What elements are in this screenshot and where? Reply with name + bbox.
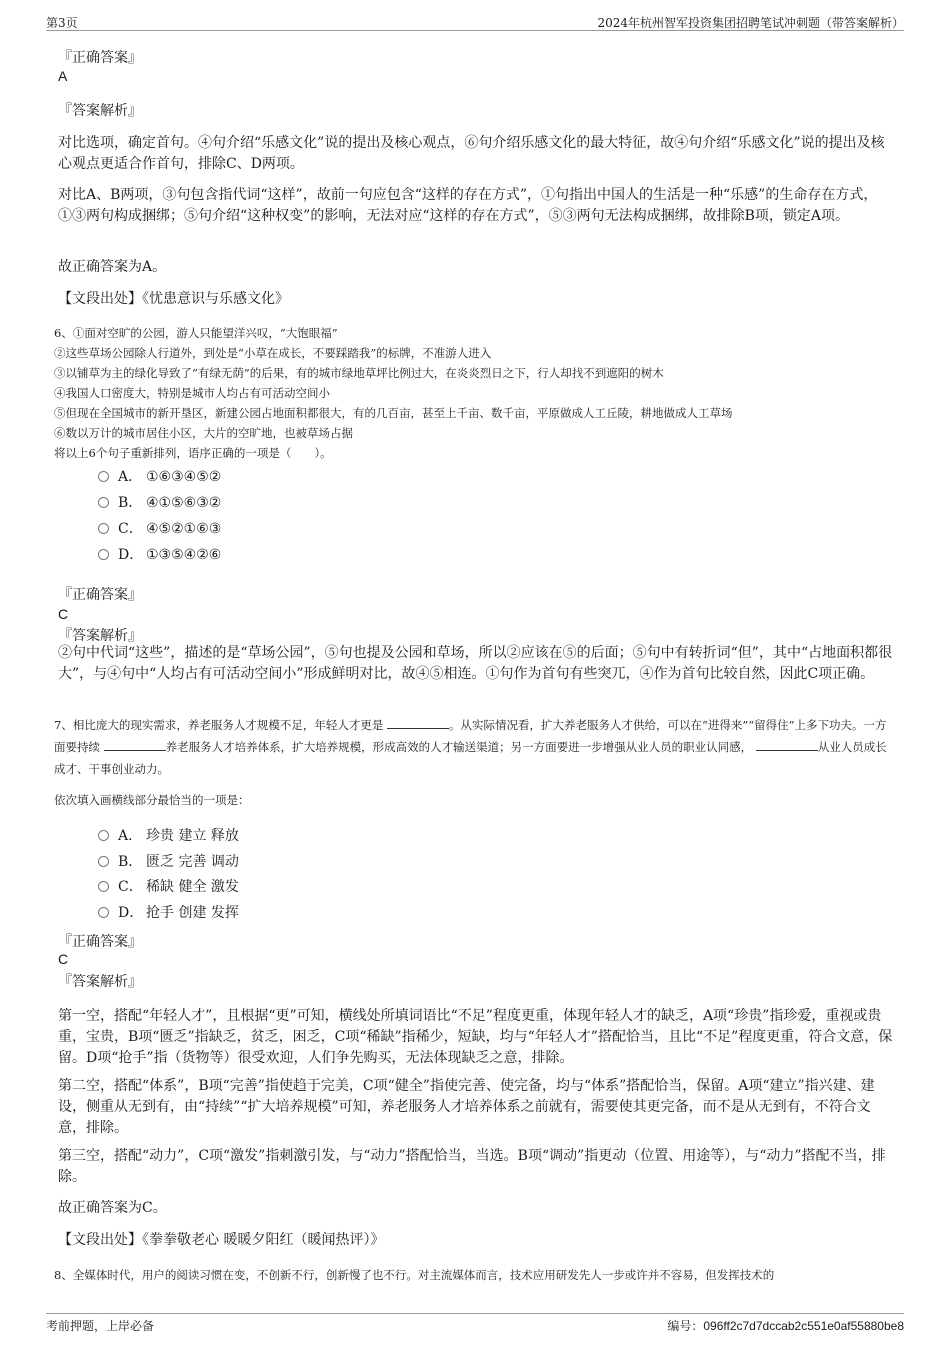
q7-option-d[interactable]: D． 抢手 创建 发挥 <box>98 903 239 923</box>
q6-option-c[interactable]: C． ④⑤②①⑥③ <box>98 519 221 539</box>
radio-icon[interactable] <box>98 523 109 534</box>
page-number: 第3页 <box>46 16 78 30</box>
q7-analysis-para-1: 第一空，搭配“年轻人才”，且根据“更”可知，横线处所填词语比“不足”程度更重，体现年轻人才的缺乏，A项“珍贵”指珍爱，重视或贵重，宝贵，B项“匮乏”指缺乏，贫乏，困乏，C项“稀缺”指稀少，短缺，均与“年轻人才”搭配恰当，且比“不足”程度更重，符合文意，保留。D项“抢手”指（货物等）很受欢迎，人们争先购买，无法体现缺乏之意，排除。 <box>58 1008 893 1066</box>
radio-icon[interactable] <box>98 830 109 841</box>
q6-answer-label: 『正确答案』 <box>58 587 142 603</box>
q7-option-c[interactable]: C． 稀缺 健全 激发 <box>98 877 239 897</box>
q5-answer-label: 『正确答案』 <box>58 50 142 66</box>
q6-stem-line: 6、①面对空旷的公园，游人只能望洋兴叹，“大饱眼福” <box>54 326 338 340</box>
radio-icon[interactable] <box>98 907 109 918</box>
q7-source: 【文段出处】《拳拳敬老心 暖暖夕阳红（暖闻热评）》 <box>58 1232 385 1248</box>
q7-answer: C <box>58 951 69 967</box>
q7-stem: 7、相比庞大的现实需求，养老服务人才规模不足，年轻人才更是 。从实际情况看，扩大养老服务人才供给，可以在“进得来”“留得住”上多下功夫。一方面要持续 养老服务人才培养体系，扩大培养规模，形成高效的人才输送渠道；另一方面要进一步增强从业人员的职业认同感， 从业人员成长成才、干事创业动力。 <box>54 718 887 776</box>
document-code: 编号：096ff2c7d7dccab2c551e0af55880be8 <box>667 1319 904 1333</box>
q5-analysis-label: 『答案解析』 <box>58 103 142 119</box>
q5-answer: A <box>58 68 68 84</box>
q6-option-b[interactable]: B． ④①⑤⑥③② <box>98 493 221 513</box>
q7-answer-label: 『正确答案』 <box>58 934 142 950</box>
q6-option-a[interactable]: A． ①⑥③④⑤② <box>98 467 221 487</box>
radio-icon[interactable] <box>98 497 109 508</box>
q5-analysis-para-2: 对比A、B两项，③句包含指代词“这样”，故前一句应包含“这样的存在方式”，①句指出中国人的生活是一种“乐感”的生命存在方式，①③两句构成捆绑；⑤句介绍“这种权变”的影响，无法对应“这样的存在方式”，⑤③两句无法构成捆绑，故排除B项，锁定A项。 <box>58 187 878 224</box>
q6-answer: C <box>58 606 69 622</box>
fill-blank-1[interactable] <box>387 716 449 729</box>
q7-analysis-label: 『答案解析』 <box>58 974 142 990</box>
q5-conclusion: 故正确答案为A。 <box>58 259 167 275</box>
q7-option-b[interactable]: B． 匮乏 完善 调动 <box>98 852 239 872</box>
page-header <box>46 12 904 31</box>
document-title: 2024年杭州智军投资集团招聘笔试冲刺题（带答案解析） <box>597 16 904 30</box>
q6-option-d[interactable]: D． ①③⑤④②⑥ <box>98 545 221 565</box>
footer-slogan: 考前押题，上岸必备 <box>46 1319 155 1333</box>
q5-analysis-para-1: 对比选项，确定首句。④句介绍“乐感文化”说的提出及核心观点，⑥句介绍乐感文化的最大特征，故④句介绍“乐感文化”说的提出及核心观点更适合作首句，排除C、D两项。 <box>58 135 885 172</box>
page-footer <box>46 1313 904 1336</box>
radio-icon[interactable] <box>98 549 109 560</box>
q6-stem-line: ⑥数以万计的城市居住小区，大片的空旷地，也被草场占据 <box>54 426 353 440</box>
q7-instruction: 依次填入画横线部分最恰当的一项是： <box>54 793 250 807</box>
radio-icon[interactable] <box>98 881 109 892</box>
q7-option-a[interactable]: A． 珍贵 建立 释放 <box>98 826 239 846</box>
fill-blank-2[interactable] <box>104 738 166 751</box>
q5-source: 【文段出处】《忧患意识与乐感文化》 <box>58 291 289 307</box>
q6-analysis-label: 『答案解析』 <box>58 628 142 644</box>
q6-stem-line: ③以铺草为主的绿化导致了“有绿无荫”的后果，有的城市绿地草坪比例过大，在炎炎烈日之下，行人却找不到遮阳的树木 <box>54 366 664 380</box>
q7-analysis-para-3: 第三空，搭配“动力”，C项“激发”指刺激引发，与“动力”搭配恰当，当选。B项“调动”指更动（位置、用途等），与“动力”搭配不当，排除。 <box>58 1148 886 1185</box>
q8-stem: 8、全媒体时代，用户的阅读习惯在变，不创新不行，创新慢了也不行。对主流媒体而言，技术应用研发先人一步或许并不容易，但发挥技术的 <box>54 1268 775 1282</box>
q6-analysis: ②句中代词“这些”，描述的是“草场公园”，⑤句也提及公园和草场，所以②应该在⑤的后面；⑤句中有转折词“但”，其中“占地面积都很大”，与④句中“人均占有可活动空间小”形成鲜明对比，故④⑤相连。①句作为首句有些突兀，④作为首句比较自然，因此C项正确。 <box>58 645 893 682</box>
fill-blank-3[interactable] <box>756 738 818 751</box>
radio-icon[interactable] <box>98 471 109 482</box>
q7-analysis-para-2: 第二空，搭配“体系”，B项“完善”指使趋于完美，C项“健全”指使完善、使完备，均与“体系”搭配恰当，保留。A项“建立”指兴建、建设，侧重从无到有，由“持续”“扩大培养规模”可知，养老服务人才培养体系之前就有，需要使其更完备，而不是从无到有，不符合文意，排除。 <box>58 1078 875 1136</box>
q7-conclusion: 故正确答案为C。 <box>58 1200 167 1216</box>
radio-icon[interactable] <box>98 856 109 867</box>
q6-stem-line: ⑤但现在全国城市的新开垦区，新建公园占地面积都很大，有的几百亩，甚至上千亩、数千亩，平原做成人工丘陵，耕地做成人工草场 <box>54 406 733 420</box>
q6-question: 将以上6个句子重新排列，语序正确的一项是（ ）。 <box>54 446 332 460</box>
q6-stem-line: ④我国人口密度大，特别是城市人均占有可活动空间小 <box>54 386 330 400</box>
q6-stem-line: ②这些草场公园除人行道外，到处是“小草在成长，不要踩踏我”的标牌，不准游人进入 <box>54 346 492 360</box>
